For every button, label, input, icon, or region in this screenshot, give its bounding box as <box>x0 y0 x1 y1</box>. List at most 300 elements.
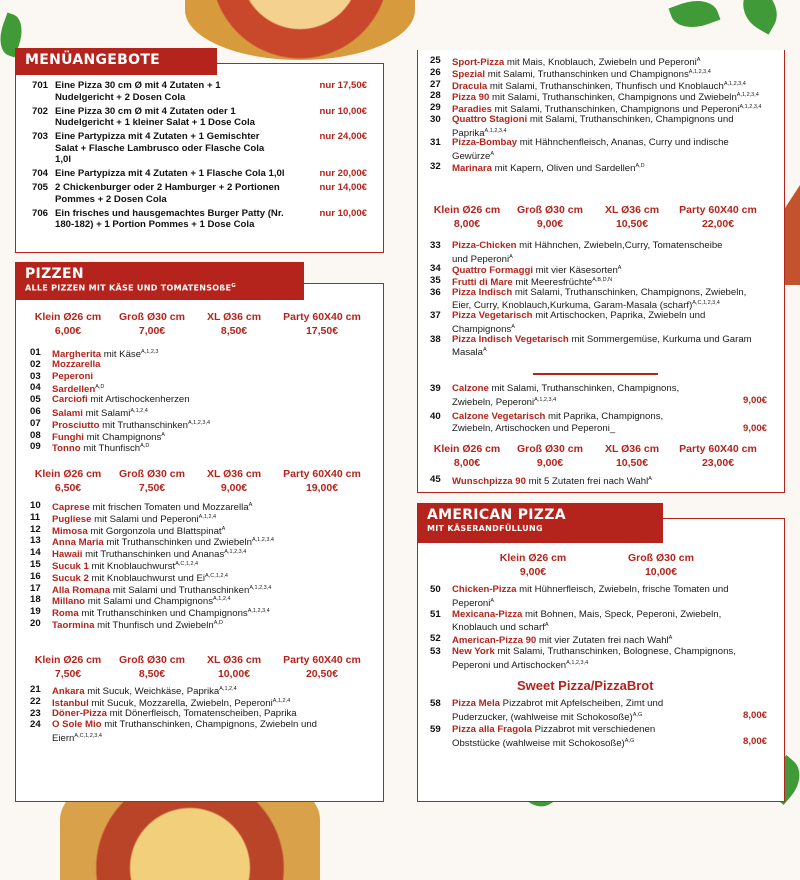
item-desc: mit Sucuk, Weichkäse, Paprika <box>84 686 220 698</box>
menu-deals-title: MENÜANGEBOTE <box>25 52 161 68</box>
item-name: O Sole Mio <box>52 719 102 731</box>
item-allergens: A,D <box>213 620 223 626</box>
item-desc: Pizzabrot mit Apfelscheiben, Zimt und <box>500 698 664 709</box>
item-desc: mit Sucuk, Mozzarella, Zwiebeln, Peperoni <box>88 697 273 709</box>
deal-item <box>32 208 377 231</box>
item-line-2 <box>452 620 548 634</box>
item-number: 18 <box>30 594 41 606</box>
item-number: 16 <box>30 570 41 582</box>
item-number: 09 <box>30 441 41 453</box>
size-label: Party 60X40 cm <box>283 654 361 666</box>
item-name: Hawaii <box>52 549 83 561</box>
item-desc: Pizzabrot mit verschiedenen <box>531 724 656 735</box>
item-number: 02 <box>30 358 41 370</box>
item-desc-2: Obststücke (wahlweise mit Schokosoße) <box>452 737 625 749</box>
size-label: Party 60X40 cm <box>283 311 361 323</box>
item-price: 8,00€ <box>742 709 767 721</box>
item-number: 13 <box>30 535 41 547</box>
deal-text: Eine Pizza 30 cm Ø mit 4 Zutaten oder 1 <box>55 105 236 117</box>
item-desc: mit Thunfisch und Zwiebeln <box>94 620 214 632</box>
item-allergens: A,C,1,2,3,4 <box>74 732 102 739</box>
item-name: Tonno <box>52 443 81 455</box>
deal-text: Pommes + 2 Dosen Cola <box>55 193 167 205</box>
item-number: 27 <box>430 78 441 90</box>
item-name: Pizza-Chicken <box>452 240 517 251</box>
deal-price: nur 10,00€ <box>319 105 367 117</box>
item-allergens: A <box>511 323 515 330</box>
item-allergens: A,D <box>140 443 150 450</box>
item-line <box>452 646 736 658</box>
item-number: 52 <box>430 633 441 644</box>
item-number: 40 <box>430 411 441 422</box>
item-desc: mit Hähnchenfleisch, Ananas, Curry und indische <box>517 137 729 149</box>
item-number: 11 <box>30 511 41 523</box>
item-number: 05 <box>30 394 41 406</box>
item-number: 45 <box>430 474 441 485</box>
item-desc: mit Truthanschinken und Champignons <box>78 608 248 620</box>
item-allergens: A,1,2,3,4 <box>187 419 211 426</box>
item-number: 20 <box>30 618 41 629</box>
deal-text: Nudelgericht + 1 kleiner Salat + 1 Dose Cola <box>55 117 255 128</box>
item-number: 14 <box>30 547 41 559</box>
item-line <box>452 137 729 149</box>
item-desc: mit Salami <box>82 408 131 420</box>
size-price: 10,00€ <box>644 566 678 578</box>
item-allergens: A,1,2,3,4 <box>247 608 270 615</box>
deal-text: 1,0l <box>55 154 72 165</box>
item-desc-2: Zwiebeln, Artischocken und Peperoni_ <box>452 422 616 434</box>
deal-price: nur 24,00€ <box>319 131 367 142</box>
item-allergens: A,1,2,3 <box>141 349 159 355</box>
item-allergens: A,1,2,4 <box>213 596 231 603</box>
item-desc: mit Knoblauchwurst und Ei <box>88 572 206 584</box>
item-allergens: A <box>648 476 652 482</box>
size-label: Klein Ø26 cm <box>34 311 102 323</box>
item-allergens: A,G <box>624 737 635 744</box>
size-label: Groß Ø30 cm <box>517 443 583 455</box>
item-line <box>452 310 705 322</box>
item-name: Sardellen <box>52 384 96 396</box>
item-number: 19 <box>30 606 41 618</box>
item-line-2 <box>452 345 487 359</box>
american-header <box>417 503 663 543</box>
item-allergens: A,1,2,4 <box>130 408 148 414</box>
deal-number: 706 <box>32 207 49 219</box>
item-name: Mozzarella <box>52 358 101 370</box>
deal-number: 702 <box>32 105 49 117</box>
item-desc-2: Knoblauch und scharf <box>452 622 545 634</box>
item-line <box>52 359 101 371</box>
item-allergens: A <box>668 635 673 641</box>
size-price: 8,50€ <box>220 325 248 337</box>
sweet-pizza-title: Sweet Pizza/PizzaBrot <box>517 678 654 693</box>
item-number: 29 <box>430 102 441 114</box>
size-label: Groß Ø30 cm <box>517 204 583 216</box>
size-price: 9,00€ <box>220 482 248 494</box>
item-name: Caprese <box>52 502 90 514</box>
item-allergens: A <box>221 525 226 532</box>
item-desc: mit Salami, Truthanschinken, Bolognese, Champignons, <box>494 646 736 657</box>
item-desc: mit Hähnchen, Zwiebeln,Curry, Tomatenscheibe <box>516 240 723 251</box>
size-label: XL Ø36 cm <box>604 443 660 455</box>
item-name: Spezial <box>452 68 486 80</box>
item-desc: mit Salami, Truthanschinken, Champignons und <box>527 114 734 125</box>
item-name: Istanbul <box>52 697 89 709</box>
item-number: 51 <box>430 608 441 620</box>
item-name: Frutti di Mare <box>452 277 513 289</box>
item-desc-2: Gewürze <box>452 150 491 162</box>
item-number: 06 <box>30 406 41 417</box>
item-allergens: A,1,2,3,4 <box>736 92 759 99</box>
item-allergens: A,1,2,3,4 <box>249 584 272 591</box>
item-name: Calzone Vegetarisch <box>452 411 546 422</box>
item-desc: mit Hühnerfleisch, Zwiebeln, frische Tomaten und <box>516 584 729 595</box>
item-line <box>452 609 721 621</box>
item-name: Sucuk 2 <box>52 572 89 584</box>
item-desc: mit vier Käsesorten <box>533 265 618 277</box>
item-desc-2: Peperoni und Artischocken <box>452 659 567 671</box>
size-price: 7,50€ <box>138 482 166 494</box>
item-desc: mit Salami und Peperoni <box>91 513 199 525</box>
deal-number: 705 <box>32 182 49 193</box>
pizzen-header <box>15 262 304 300</box>
item-name: Wunschpizza 90 <box>452 476 526 488</box>
item-desc: mit Salami, Truthanschinken, Champignons, Zwiebeln, <box>512 286 747 298</box>
size-price: 17,50€ <box>305 325 339 337</box>
item-name: Prosciutto <box>52 419 100 431</box>
item-line-2 <box>452 395 556 409</box>
item-desc: mit Gorgonzola und Blattspinat <box>87 525 222 537</box>
item-line-2 <box>452 710 642 724</box>
item-line <box>52 719 317 731</box>
item-desc: mit Truthanschinken <box>99 419 188 431</box>
item-desc: mit frischen Tomaten und Mozzarella <box>89 502 249 514</box>
item-number: 31 <box>430 137 441 149</box>
item-line <box>452 334 752 346</box>
size-price: 6,50€ <box>54 482 82 494</box>
item-number: 34 <box>430 263 441 275</box>
deal-item <box>32 80 377 103</box>
item-number: 01 <box>30 347 41 358</box>
item-name: Calzone <box>452 383 489 394</box>
deal-item <box>32 182 377 205</box>
item-number: 04 <box>30 382 41 394</box>
size-label: Klein Ø26 cm <box>34 654 102 666</box>
deal-text: Eine Partypizza mit 4 Zutaten + 1 Gemischter <box>55 131 260 142</box>
item-desc: mit Dönerfleisch, Tomatenscheiben, Paprika <box>106 707 297 719</box>
item-name: Funghi <box>52 431 84 443</box>
item-name: Pizza 90 <box>452 92 490 104</box>
item-number: 39 <box>430 383 441 394</box>
item-name: American-Pizza 90 <box>452 635 537 647</box>
item-allergens: A <box>490 597 495 604</box>
item-allergens: A <box>248 502 253 508</box>
item-number: 58 <box>430 698 441 709</box>
size-label: Groß Ø30 cm <box>628 552 694 564</box>
item-name: Margherita <box>52 349 102 361</box>
size-price: 10,50€ <box>615 218 649 230</box>
deal-price: nur 14,00€ <box>319 182 367 193</box>
item-name: Millano <box>52 596 86 608</box>
item-number: 23 <box>30 707 41 719</box>
pizzen-subtitle: ALLE PIZZEN MIT KÄSE UND TOMATENSOßE$^G$ <box>25 283 237 293</box>
item-allergens: A,D <box>95 384 105 391</box>
item-desc-2: und Peperoni <box>452 253 510 265</box>
size-label: Groß Ø30 cm <box>119 654 185 666</box>
deal-text: Nudelgericht + 2 Dosen Cola <box>55 91 186 103</box>
size-label: Klein Ø26 cm <box>433 443 501 455</box>
item-desc: mit Kapern, Oliven und Sardellen <box>492 162 636 174</box>
size-price: 10,00€ <box>217 668 251 680</box>
item-allergens: A <box>490 150 495 157</box>
item-desc: mit Salami, Truthanschinken, Champignons und Zwiebeln <box>489 92 737 104</box>
item-number: 21 <box>30 684 41 695</box>
item-name: Carciofi <box>52 394 88 406</box>
item-desc: mit Paprika, Champignons, <box>545 411 664 422</box>
item-number: 50 <box>430 584 441 595</box>
item-allergens: A,1,2,3,4 <box>688 68 711 75</box>
item-allergens: A,1,2,4 <box>198 513 217 520</box>
section-divider <box>533 373 658 375</box>
item-allergens: A,1,2,3,4 <box>224 549 247 556</box>
item-line <box>452 584 729 596</box>
size-label: XL Ø36 cm <box>206 468 262 480</box>
item-number: 24 <box>30 719 41 731</box>
item-desc: mit Käse <box>101 349 142 361</box>
item-allergens: A,B,D,N <box>592 277 613 284</box>
item-line <box>452 698 663 710</box>
item-number: 17 <box>30 582 41 594</box>
item-line <box>452 114 734 126</box>
item-number: 03 <box>30 370 41 382</box>
item-number: 32 <box>430 160 441 172</box>
item-name: Pizza Indisch Vegetarisch <box>452 333 569 345</box>
item-number: 36 <box>430 286 441 298</box>
item-allergens: A,C,1,2,4 <box>175 561 199 567</box>
size-price: 9,00€ <box>519 566 547 578</box>
item-allergens: A <box>161 431 165 438</box>
item-number: 38 <box>430 333 441 345</box>
item-line <box>52 441 149 455</box>
deal-number: 703 <box>32 131 49 142</box>
item-line-2 <box>52 731 102 745</box>
item-line <box>52 371 93 383</box>
item-name: Sucuk 1 <box>52 561 89 573</box>
deal-number: 704 <box>32 168 49 179</box>
item-desc: mit Salami und Champignons <box>85 596 214 608</box>
deal-item <box>32 131 377 166</box>
pizzen-title: PIZZEN <box>25 266 84 282</box>
size-label: Klein Ø26 cm <box>433 204 501 216</box>
item-allergens: A,1,2,4 <box>272 697 291 704</box>
item-allergens: A,C,1,2,3,4 <box>692 300 720 307</box>
american-title: AMERICAN PIZZA <box>427 507 566 523</box>
item-name: Mimosa <box>52 525 88 537</box>
size-price: 8,00€ <box>453 218 481 230</box>
item-line <box>52 394 190 406</box>
item-allergens: A,G <box>632 711 643 718</box>
deal-text: Salat + Flasche Lambrusco oder Flasche Cola <box>55 142 265 154</box>
item-name: Pizza Vegetarisch <box>452 310 533 322</box>
item-line <box>452 724 655 736</box>
item-number: 08 <box>30 429 41 441</box>
item-allergens: A <box>696 57 701 63</box>
deal-price: nur 20,00€ <box>319 168 367 179</box>
leaf-decoration <box>669 0 721 35</box>
item-allergens: A,1,2,3,4 <box>723 80 746 87</box>
size-label: XL Ø36 cm <box>206 311 262 323</box>
deal-number: 701 <box>32 80 49 91</box>
leaf-decoration <box>734 0 786 35</box>
item-desc: mit Salami, Truthanschinken und Champignons <box>485 68 689 80</box>
item-number: 25 <box>430 55 441 66</box>
item-line-2 <box>452 658 588 672</box>
deal-text: Eine Pizza 30 cm Ø mit 4 Zutaten + 1 <box>55 80 221 91</box>
item-name: Pizza alla Fragola <box>452 724 532 735</box>
item-desc-2: Peperoni <box>452 597 491 609</box>
item-line-2 <box>452 423 615 435</box>
item-number: 22 <box>30 695 41 707</box>
item-desc: mit Mais, Knoblauch, Zwiebeln und Peperoni <box>504 57 697 69</box>
item-desc: mit Salami, Truthanschinken, Thunfisch und Knoblauch <box>487 80 724 92</box>
item-desc: mit Salami, Truthanschinken, Champignons und Peperoni <box>492 104 740 116</box>
item-desc: mit Bohnen, Mais, Speck, Peperoni, Zwiebeln, <box>522 608 722 620</box>
item-desc: mit Truthanschinken und Zwiebeln <box>103 537 252 549</box>
item-line <box>452 474 652 488</box>
item-desc: mit Meeresfrüchte <box>512 277 593 289</box>
item-name: Paradies <box>452 104 493 116</box>
item-number: 10 <box>30 500 41 511</box>
item-name: Quattro Stagioni <box>452 114 528 125</box>
item-number: 26 <box>430 66 441 78</box>
size-price: 10,50€ <box>615 457 649 469</box>
size-label: Groß Ø30 cm <box>119 468 185 480</box>
item-number: 07 <box>30 417 41 429</box>
item-line <box>452 383 679 395</box>
item-allergens: A <box>509 253 513 260</box>
item-allergens: A,1,2,4 <box>219 686 237 692</box>
item-price: 9,00€ <box>742 422 767 434</box>
item-allergens: A <box>482 347 487 353</box>
item-line <box>52 708 297 720</box>
deal-text: Eine Partypizza mit 4 Zutaten + 1 Flasche Cola 1,0l <box>55 168 285 179</box>
item-desc-2: Eier, Curry, Knoblauch,Kurkuma, Garam-Masala (scharf) <box>452 300 693 312</box>
item-allergens: A,1,2,3,4 <box>566 659 589 666</box>
size-label: XL Ø36 cm <box>206 654 262 666</box>
item-number: 37 <box>430 310 441 322</box>
item-desc: mit Artischocken, Paprika, Zwiebeln und <box>532 310 706 322</box>
item-name: Alla Romana <box>52 584 111 596</box>
item-name: Dracula <box>452 80 488 92</box>
size-label: Groß Ø30 cm <box>119 311 185 323</box>
item-name: Pizza-Bombay <box>452 137 518 149</box>
size-label: Party 60X40 cm <box>283 468 361 480</box>
item-name: Taormina <box>52 620 95 632</box>
item-price: 9,00€ <box>742 394 767 406</box>
item-desc: mit Salami und Truthanschinken <box>110 584 250 596</box>
item-desc: mit Thunfisch <box>80 443 141 455</box>
item-desc-2: Zwiebeln, Peperoni <box>452 396 535 408</box>
item-allergens: A,1,2,3,4 <box>251 537 274 544</box>
item-number: 35 <box>430 275 441 287</box>
item-name: Quattro Formaggi <box>452 265 534 277</box>
item-allergens: A,D <box>635 162 645 169</box>
size-price: 23,00€ <box>701 457 735 469</box>
item-number: 28 <box>430 90 441 102</box>
size-price: 6,00€ <box>54 325 82 337</box>
deal-price: nur 17,50€ <box>319 80 367 91</box>
item-name: Sport-Pizza <box>452 57 505 69</box>
item-name: Döner-Pizza <box>52 707 107 719</box>
item-name: Anna Maria <box>52 537 104 549</box>
size-price: 9,00€ <box>536 457 564 469</box>
item-desc: mit Knoblauchwurst <box>88 561 176 573</box>
item-name: Marinara <box>452 162 492 174</box>
item-number: 15 <box>30 559 41 570</box>
item-line <box>452 161 645 175</box>
item-name: New York <box>452 646 495 657</box>
deal-item <box>32 168 377 180</box>
item-desc: mit vier Zutaten frei nach Wahl <box>536 635 669 647</box>
size-price: 7,00€ <box>138 325 166 337</box>
item-price: 8,00€ <box>742 735 767 747</box>
item-desc-2: Champignons <box>452 323 512 335</box>
item-allergens: A,1,2,3,4 <box>534 396 557 403</box>
size-price: 8,00€ <box>453 457 481 469</box>
size-label: Party 60X40 cm <box>679 443 757 455</box>
size-label: Party 60X40 cm <box>679 204 757 216</box>
size-price: 19,00€ <box>305 482 339 494</box>
item-name: Ankara <box>52 686 85 698</box>
item-allergens: A,1,2,3,4 <box>739 104 762 111</box>
deal-price: nur 10,00€ <box>319 207 367 219</box>
item-allergens: A,C,1,2,4 <box>205 572 228 579</box>
item-desc: mit Truthanschinken, Champignons, Zwiebeln und <box>101 719 318 731</box>
american-subtitle: MIT KÄSERANDFÜLLUNG <box>427 524 543 533</box>
item-line-2 <box>452 736 634 750</box>
item-line <box>452 411 663 423</box>
item-number: 53 <box>430 646 441 657</box>
item-desc-2: Masala <box>452 347 483 359</box>
item-line <box>52 618 223 632</box>
item-desc: mit Truthanschinken und Ananas <box>82 549 225 561</box>
deal-item <box>32 106 377 129</box>
size-label: Klein Ø26 cm <box>499 552 567 564</box>
item-desc: mit Salami, Truthanschinken, Champignons, <box>488 383 680 394</box>
item-desc: mit Artischockenherzen <box>87 394 190 406</box>
size-label: Klein Ø26 cm <box>34 468 102 480</box>
item-allergens: A,1,2,3,4 <box>484 127 507 134</box>
item-name: Pugliese <box>52 513 92 525</box>
item-desc-2: Paprika <box>452 127 485 139</box>
size-price: 9,00€ <box>536 218 564 230</box>
item-name: Peperoni <box>52 370 94 382</box>
item-name: Chicken-Pizza <box>452 584 517 595</box>
size-price: 22,00€ <box>701 218 735 230</box>
item-desc-2: Puderzucker, (wahlweise mit Schokosoße) <box>452 711 633 723</box>
item-name: Salami <box>52 408 83 420</box>
size-price: 7,50€ <box>54 668 82 680</box>
item-allergens: A <box>544 622 549 628</box>
item-line <box>452 240 723 252</box>
item-number: 30 <box>430 114 441 125</box>
size-price: 20,50€ <box>305 668 339 680</box>
deal-text: 2 Chickenburger oder 2 Hamburger + 2 Portionen <box>55 182 280 193</box>
size-label: XL Ø36 cm <box>604 204 660 216</box>
item-name: Pizza Indisch <box>452 286 513 298</box>
item-allergens: A <box>617 265 622 272</box>
item-line-2 <box>452 596 494 610</box>
